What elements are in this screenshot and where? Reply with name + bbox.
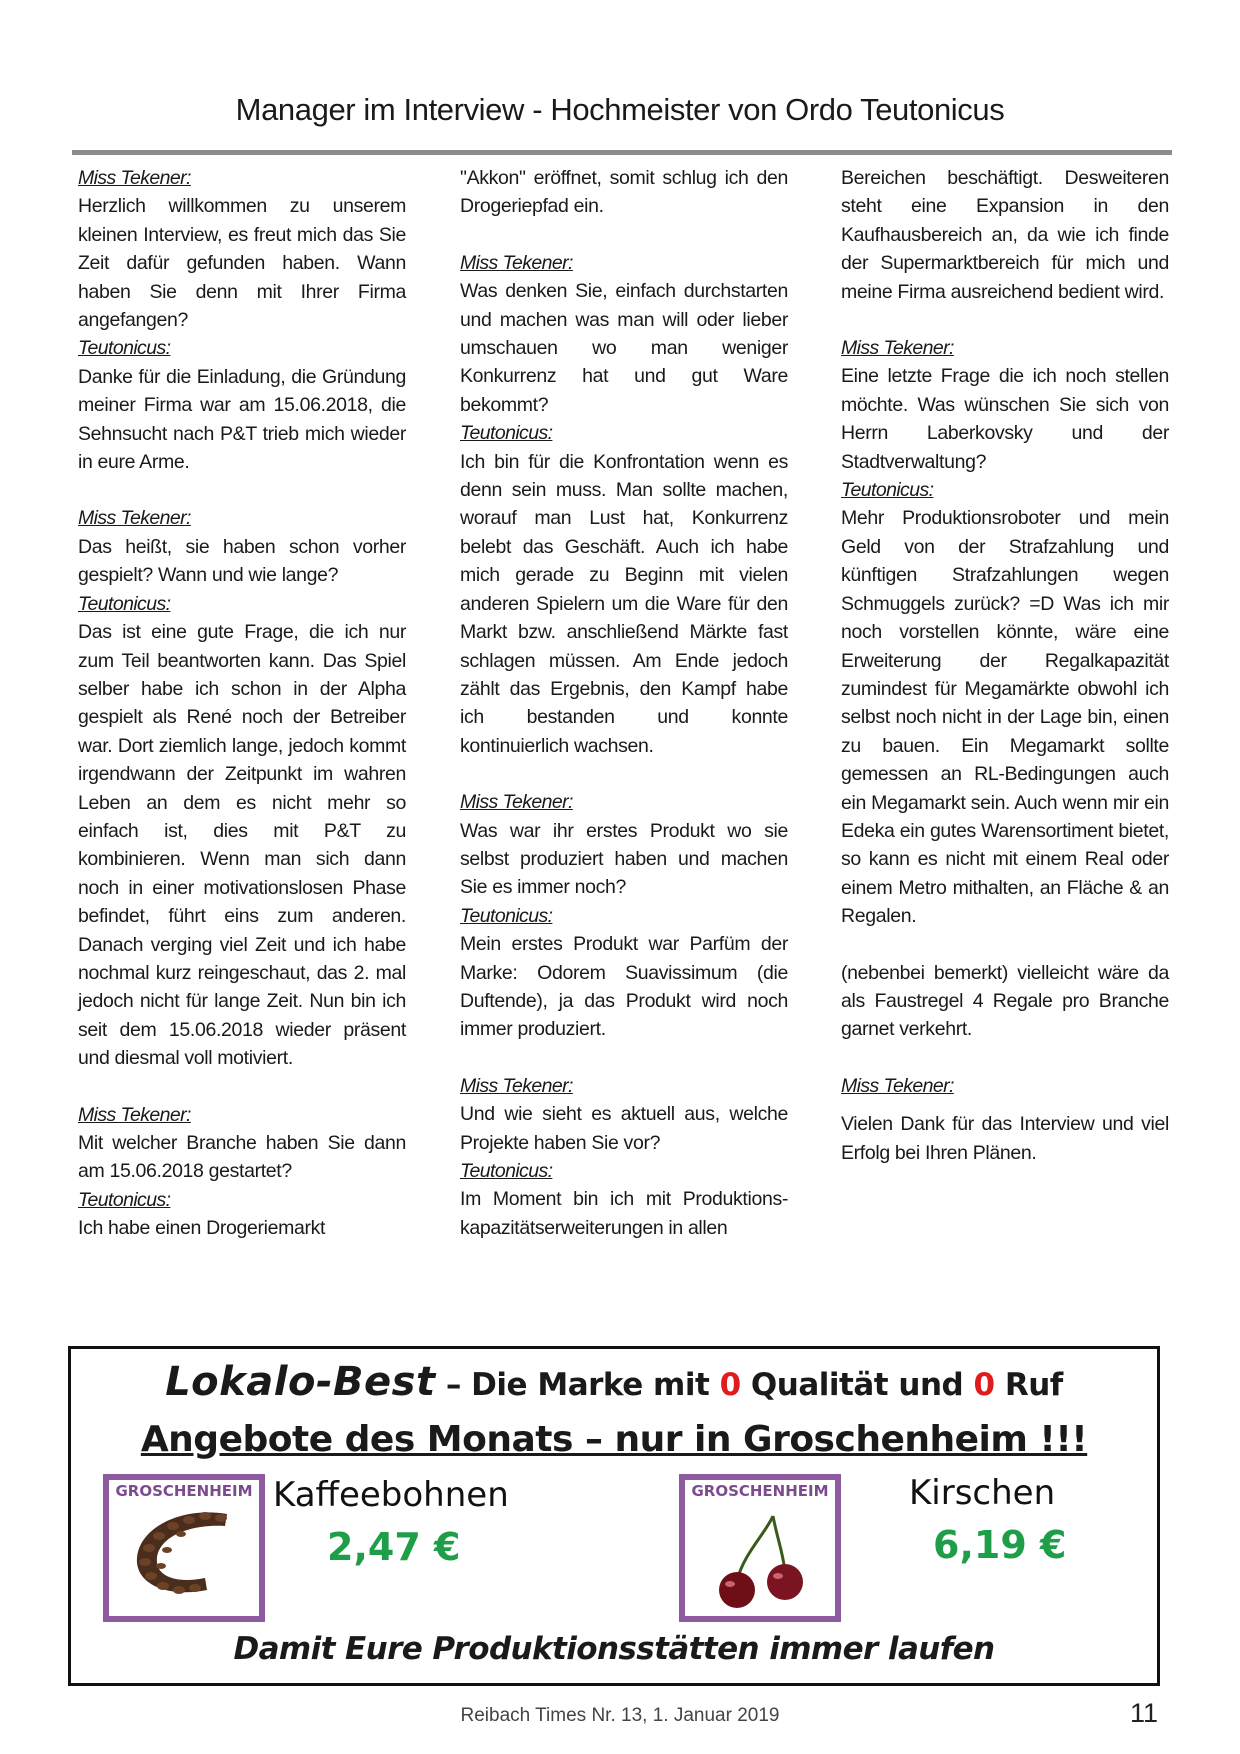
question-7: Eine letzte Frage die ich noch stellen möchte. Was wünschen Sie sich von Herrn Laberkovsky und der Stadtverwaltung? — [841, 365, 1169, 473]
article-column-1 — [78, 164, 406, 1243]
title-divider — [72, 150, 1172, 155]
ad-headline — [71, 1359, 1157, 1405]
speaker-guest: Teutonicus: — [460, 422, 553, 445]
speaker-guest: Teutonicus: — [78, 592, 171, 615]
question-3: Mit welcher Branche haben Sie dann am 15.06.2018 gestartet? — [78, 1132, 406, 1183]
product-name-coffee: Kaffeebohnen — [273, 1475, 509, 1515]
answer-6-continued: Bereichen beschäftigt. Desweiteren steht eine Expansion in den Kaufhausbereich an, da wie ich finde der Supermarktbereich für mich und meine Firma ausreichend bedient wird. — [841, 167, 1169, 303]
product-name-cherries: Kirschen — [909, 1473, 1056, 1513]
answer-6: Im Moment bin ich mit Produktions-kapazitätserweiterungen in allen — [460, 1188, 788, 1239]
speaker-interviewer: Miss Tekener: — [460, 251, 573, 274]
ad-zero-2: 0 — [973, 1367, 995, 1403]
speaker-interviewer: Miss Tekener: — [78, 167, 191, 189]
product-price-coffee: 2,47 € — [327, 1525, 461, 1569]
answer-5: Mein erstes Produkt war Parfüm der Marke: Odorem Suavissimum (die Duftende), ja das Produkt wird noch immer produziert. — [460, 933, 788, 1041]
answer-4: Ich bin für die Konfrontation wenn es denn sein muss. Man sollte machen, worauf man Lust hat, Konkurrenz belebt das Geschäft. Auch ich habe mich gerade zu Beginn mit vielen anderen Spielern um die Ware für den Markt bzw. anschließend Märkte fast schlagen müssen. Am Ende jedoch zählt das Ergebnis, den Kampf habe ich bestanden und konnte kontinuierlich wachsen. — [460, 450, 788, 757]
speaker-guest: Teutonicus: — [460, 1160, 553, 1182]
footer-issue: Reibach Times Nr. 13, 1. Januar 2019 — [460, 1705, 780, 1726]
answer-3-continued: "Akkon" eröffnet, somit schlug ich den Drogeriepfad ein. — [460, 167, 788, 218]
ad-offer-line: Angebote des Monats – nur in Groschenheim !!! — [140, 1419, 1088, 1460]
answer-3: Ich habe einen Drogeriemarkt — [78, 1217, 326, 1240]
store-label: GROSCHENHEIM — [115, 1482, 253, 1500]
ad-slogan: Damit Eure Produktionsstätten immer laufen — [233, 1631, 995, 1667]
article-column-3 — [841, 164, 1169, 1167]
store-label: GROSCHENHEIM — [691, 1482, 829, 1500]
speaker-interviewer: Miss Tekener: — [841, 1074, 954, 1097]
ad-brand: Lokalo-Best — [165, 1359, 436, 1405]
question-6: Und wie sieht es aktuell aus, welche Projekte haben Sie vor? — [460, 1103, 788, 1154]
answer-2: Das ist eine gute Frage, die ich nur zum Teil beantworten kann. Das Spiel selber habe ich schon in der Alpha gespielt als René noch der Betreiber war. Dort ziemlich lange, jedoch kommt irgendwann der Zeitpunkt im wahren Leben an dem es nicht mehr so einfach ist, dies mit P&T zu kombinieren. Wenn man sich dann noch in einer motivationslosen Phase befindet, führt eins zum anderen. Danach verging viel Zeit und ich habe nochmal kurz reingeschaut, das 2. mal jedoch nicht für lange Zeit. Nun bin ich seit dem 15.06.2018 wieder präsent und diesmal voll motiviert. — [78, 621, 406, 1070]
article-column-2 — [460, 164, 788, 1242]
advertisement — [68, 1346, 1160, 1686]
speaker-interviewer: Miss Tekener: — [78, 507, 191, 530]
page-title: Manager im Interview - Hochmeister von Ordo Teutonicus — [235, 92, 1005, 127]
speaker-interviewer: Miss Tekener: — [460, 1074, 573, 1097]
closing-remark: Vielen Dank für das Interview und viel Erfolg bei Ihren Plänen. — [841, 1113, 1169, 1164]
page-number: 11 — [1130, 1698, 1159, 1728]
question-5: Was war ihr erstes Produkt wo sie selbst produziert haben und machen Sie es immer noch? — [460, 819, 788, 899]
coffee-beans-image — [103, 1474, 265, 1622]
speaker-guest: Teutonicus: — [460, 904, 553, 927]
speaker-interviewer: Miss Tekener: — [841, 337, 954, 360]
answer-7: Mehr Produktionsroboter und mein Geld von der Strafzahlung und künftigen Strafzahlungen wegen Schmuggels zurück? =D Was ich mir noch vorstellen könnte, wäre eine Erweiterung der Regalkapazität zumindest für Megamärkte obwohl ich selbst noch nicht in der Lage bin, einen zu bauen. Ein Megamarkt sollte gemessen an RL-Bedingungen auch ein Megamarkt sein. Auch wenn mir ein Edeka ein gutes Warensortiment bietet, so kann es nicht mit einem Real oder einem Metro mithalten, an Fläche & an Regalen. — [841, 507, 1169, 928]
speaker-interviewer: Miss Tekener: — [460, 791, 573, 814]
speaker-guest: Teutonicus: — [841, 479, 934, 502]
ad-headline-text-2: Qualität und — [740, 1367, 974, 1403]
coffee-beans-icon — [109, 1480, 259, 1616]
question-4: Was denken Sie, einfach durchstarten und machen was man will oder lieber umschauen wo man weniger Konkurrenz hat und gut Ware bekommt? — [460, 280, 788, 416]
answer-1: Danke für die Einladung, die Gründung meiner Firma war am 15.06.2018, die Sehnsucht nach P&T trieb mich wieder in eure Arme. — [78, 365, 406, 474]
speaker-guest: Teutonicus: — [78, 1188, 171, 1211]
question-1: Herzlich willkommen zu unserem kleinen Interview, es freut mich das Sie Zeit dafür gefunden haben. Wann haben Sie denn mit Ihrer Firma angefangen? — [78, 195, 406, 332]
ad-headline-text-1: – Die Marke mit — [435, 1367, 720, 1403]
ad-headline-text-3: Ruf — [994, 1367, 1063, 1403]
product-price-cherries: 6,19 € — [933, 1523, 1067, 1567]
speaker-guest: Teutonicus: — [78, 337, 171, 360]
ad-zero-1: 0 — [719, 1367, 741, 1403]
cherries-icon — [685, 1480, 835, 1616]
question-2: Das heißt, sie haben schon vorher gespielt? Wann und wie lange? — [78, 535, 406, 587]
speaker-interviewer: Miss Tekener: — [78, 1103, 191, 1126]
side-note: (nebenbei bemerkt) vielleicht wäre da als Faustregel 4 Regale pro Branche garnet verkehrt. — [841, 961, 1169, 1041]
cherries-image — [679, 1474, 841, 1622]
